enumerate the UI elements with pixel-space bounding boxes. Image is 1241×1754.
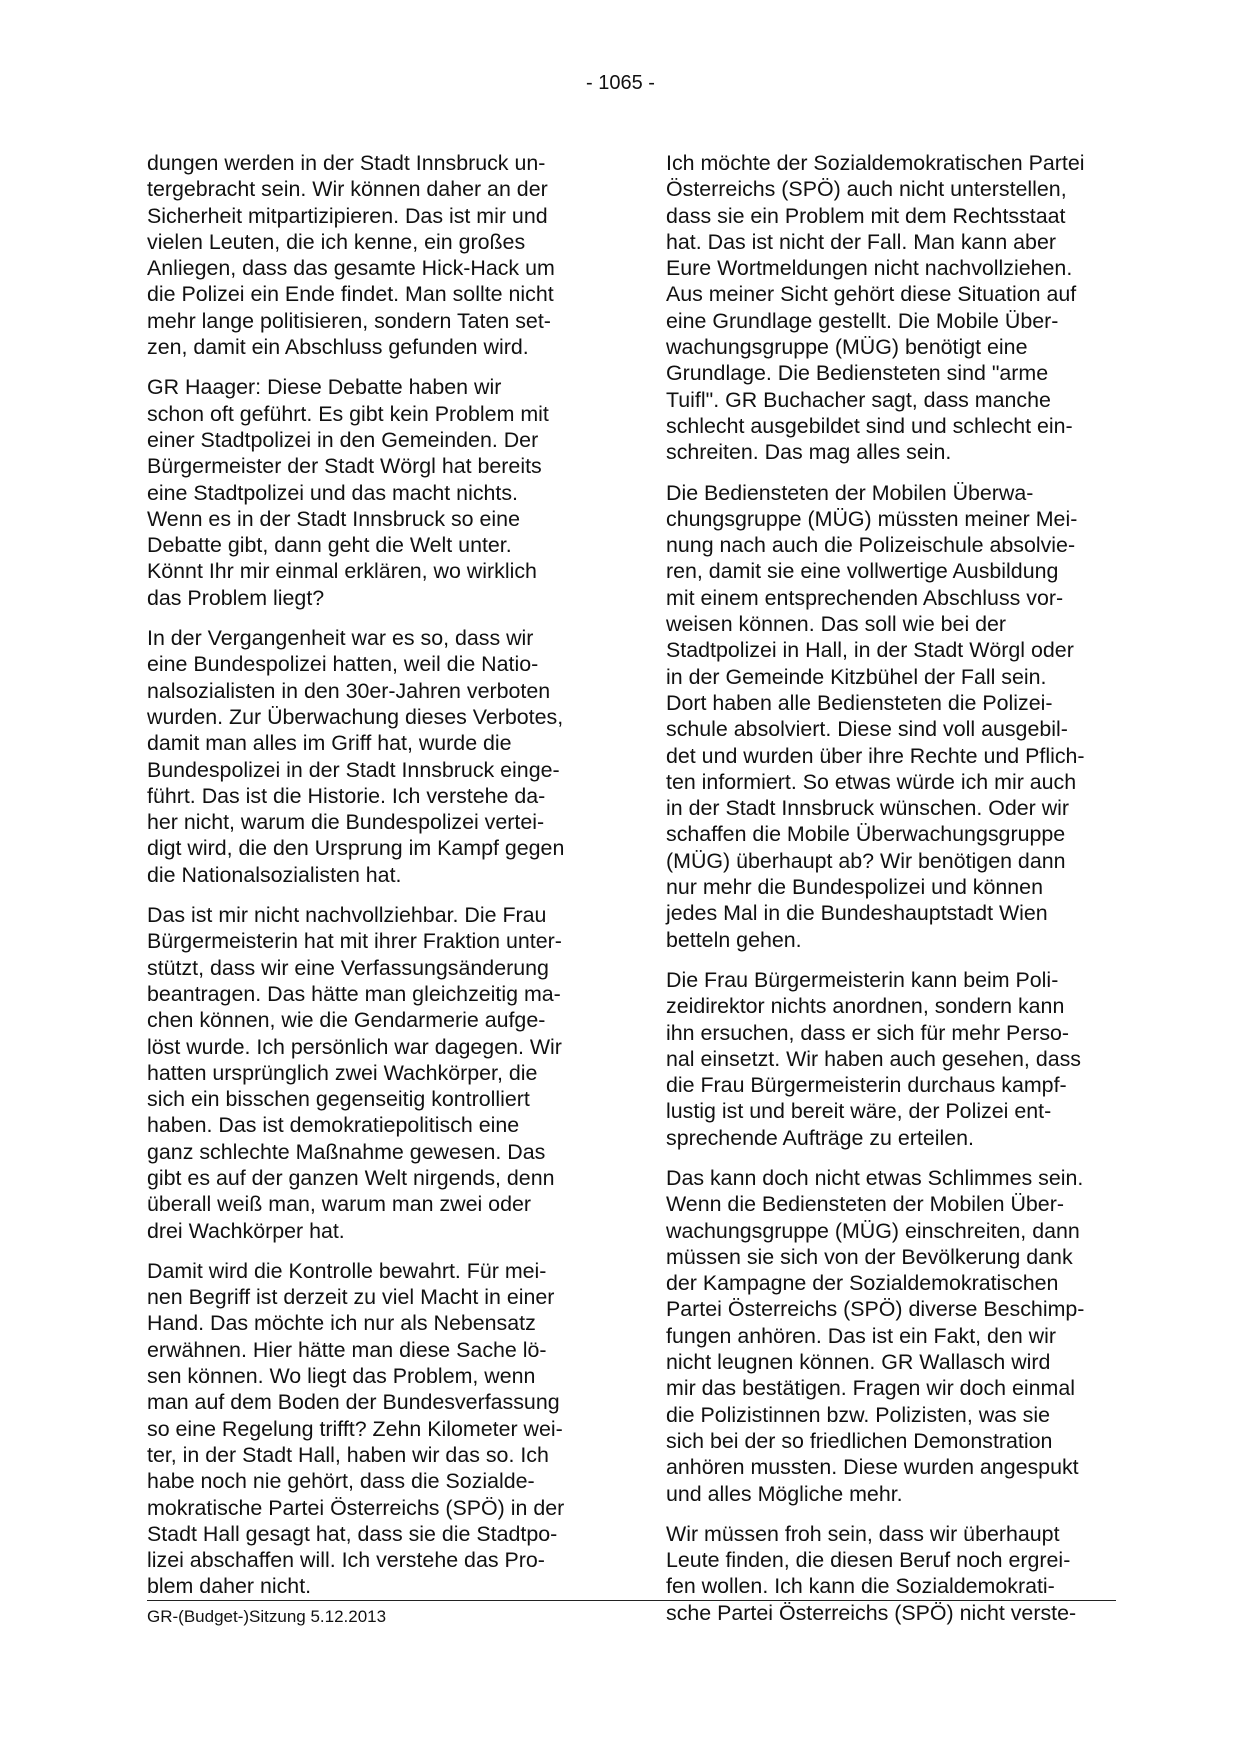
text-line: mokratische Partei Österreichs (SPÖ) in der xyxy=(147,1495,565,1520)
text-line: lizei abschaffen will. Ich verstehe das Pro- xyxy=(147,1548,545,1573)
text-line: die Polizistinnen bzw. Polizisten, was sie xyxy=(666,1402,1051,1427)
text-line: Hand. Das möchte ich nur als Nebensatz xyxy=(147,1311,536,1336)
text-line: Wenn die Bediensteten der Mobilen Über- xyxy=(666,1192,1064,1217)
text-line: überall weiß man, warum man zwei oder xyxy=(147,1192,531,1217)
paragraph xyxy=(147,150,602,360)
text-line: stützt, dass wir eine Verfassungsänderung xyxy=(147,955,549,980)
text-line: Wir müssen froh sein, dass wir überhaupt xyxy=(666,1521,1060,1546)
text-line: Bürgermeister der Stadt Wörgl hat bereits xyxy=(147,454,542,479)
text-line: man auf dem Boden der Bundesverfassung xyxy=(147,1390,560,1415)
text-line: schule absolviert. Diese sind voll ausgebil- xyxy=(666,717,1068,742)
text-line: das Problem liegt? xyxy=(147,585,325,610)
paragraph xyxy=(147,902,602,1244)
text-line: wurden. Zur Überwachung dieses Verbotes, xyxy=(147,704,564,729)
text-line: eine Grundlage gestellt. Die Mobile Über- xyxy=(666,308,1059,333)
text-line: drei Wachkörper hat. xyxy=(147,1218,345,1243)
text-line: Könnt Ihr mir einmal erklären, wo wirklich xyxy=(147,559,537,584)
text-line: blem daher nicht. xyxy=(147,1574,312,1599)
text-line: dungen werden in der Stadt Innsbruck un- xyxy=(147,151,546,175)
paragraph xyxy=(666,1521,1121,1626)
text-line: der Kampagne der Sozialdemokratischen xyxy=(666,1271,1059,1296)
text-line: ihn ersuchen, dass er sich für mehr Perso- xyxy=(666,1020,1070,1045)
text-line: Stadtpolizei in Hall, in der Stadt Wörgl oder xyxy=(666,638,1074,663)
text-line: nung nach auch die Polizeischule absolvie- xyxy=(666,533,1076,558)
text-line: Tuifl". GR Buchacher sagt, dass manche xyxy=(666,387,1051,412)
text-line: Dort haben alle Bediensteten die Polizei- xyxy=(666,690,1053,715)
text-line: wachungsgruppe (MÜG) einschreiten, dann xyxy=(666,1218,1080,1243)
text-line: mir das bestätigen. Fragen wir doch einmal xyxy=(666,1376,1075,1401)
text-line: führt. Das ist die Historie. Ich verstehe da- xyxy=(147,783,546,808)
text-line: Die Bediensteten der Mobilen Überwa- xyxy=(666,480,1034,505)
text-line: ten informiert. So etwas würde ich mir auch xyxy=(666,769,1077,794)
text-line: beantragen. Das hätte man gleichzeitig ma- xyxy=(147,981,561,1006)
text-line: ren, damit sie eine vollwertige Ausbildung xyxy=(666,559,1059,584)
text-line: schlecht ausgebildet sind und schlecht ein- xyxy=(666,413,1073,438)
text-line: betteln gehen. xyxy=(666,927,802,952)
text-line: müssen sie sich von der Bevölkerung dank xyxy=(666,1244,1073,1269)
text-line: her nicht, warum die Bundespolizei vertei- xyxy=(147,810,545,835)
text-line: Eure Wortmeldungen nicht nachvollziehen. xyxy=(666,256,1073,281)
text-line: in der Gemeinde Kitzbühel der Fall sein. xyxy=(666,664,1047,689)
text-line: wachungsgruppe (MÜG) benötigt eine xyxy=(666,335,1028,360)
page-number: - 1065 - xyxy=(586,72,655,94)
text-line: und alles Mögliche mehr. xyxy=(666,1481,903,1506)
text-line: zen, damit ein Abschluss gefunden wird. xyxy=(147,335,529,360)
text-line: sen können. Wo liegt das Problem, wenn xyxy=(147,1364,536,1389)
text-line: die Frau Bürgermeisterin durchaus kampf- xyxy=(666,1073,1067,1098)
text-line: die Nationalsozialisten hat. xyxy=(147,862,402,887)
text-line: chungsgruppe (MÜG) müssten meiner Mei- xyxy=(666,506,1078,531)
text-line: Partei Österreichs (SPÖ) diverse Beschimp- xyxy=(666,1297,1085,1322)
text-line: Österreichs (SPÖ) auch nicht unterstellen, xyxy=(666,177,1067,202)
paragraph xyxy=(147,1258,602,1600)
text-line: nal einsetzt. Wir haben auch gesehen, dass xyxy=(666,1046,1081,1071)
text-line: zeidirektor nichts anordnen, sondern kann xyxy=(666,994,1065,1019)
text-line: vielen Leuten, die ich kenne, ein großes xyxy=(147,229,526,254)
text-line: schreiten. Das mag alles sein. xyxy=(666,440,952,465)
text-line: nur mehr die Bundespolizei und können xyxy=(666,875,1043,900)
text-line: gibt es auf der ganzen Welt nirgends, denn xyxy=(147,1165,555,1190)
text-line: löst wurde. Ich persönlich war dagegen. Wir xyxy=(147,1034,562,1059)
text-line: Bürgermeisterin hat mit ihrer Fraktion unter- xyxy=(147,929,562,954)
text-line: sich ein bisschen gegenseitig kontrolliert xyxy=(147,1087,530,1112)
text-line: Sicherheit mitpartizipieren. Das ist mir und xyxy=(147,203,548,228)
text-line: dass sie ein Problem mit dem Rechtsstaat xyxy=(666,203,1066,228)
text-line: (MÜG) überhaupt ab? Wir benötigen dann xyxy=(666,848,1066,873)
text-line: schon oft geführt. Es gibt kein Problem mit xyxy=(147,401,549,426)
text-line: Anliegen, dass das gesamte Hick-Hack um xyxy=(147,256,555,281)
text-line: die Polizei ein Ende findet. Man sollte nicht xyxy=(147,282,554,307)
text-line: Wenn es in der Stadt Innsbruck so eine xyxy=(147,506,520,531)
text-line: eine Bundespolizei hatten, weil die Natio- xyxy=(147,652,539,677)
text-line: digt wird, die den Ursprung im Kampf gegen xyxy=(147,836,565,861)
text-line: anhören mussten. Diese wurden angespukt xyxy=(666,1455,1079,1480)
text-line: erwähnen. Hier hätte man diese Sache lö- xyxy=(147,1337,547,1362)
right-text-column xyxy=(666,150,1121,1640)
text-line: sprechende Aufträge zu erteilen. xyxy=(666,1125,974,1150)
footer-session-label: GR-(Budget-)Sitzung 5.12.2013 xyxy=(147,1607,387,1626)
text-line: haben. Das ist demokratiepolitisch eine xyxy=(147,1113,520,1138)
text-line: schaffen die Mobile Überwachungsgruppe xyxy=(666,822,1066,847)
paragraph xyxy=(666,967,1121,1151)
text-line: sche Partei Österreichs (SPÖ) nicht verste- xyxy=(666,1600,1077,1625)
text-line: det und wurden über ihre Rechte und Pflich- xyxy=(666,743,1085,768)
text-line: Aus meiner Sicht gehört diese Situation auf xyxy=(666,282,1077,307)
text-line: habe noch nie gehört, dass die Sozialde- xyxy=(147,1469,535,1494)
text-line: hatten ursprünglich zwei Wachkörper, die xyxy=(147,1060,538,1085)
text-line: Das kann doch nicht etwas Schlimmes sein. xyxy=(666,1165,1084,1190)
text-line: in der Stadt Innsbruck wünschen. Oder wir xyxy=(666,796,1070,821)
text-line: eine Stadtpolizei und das macht nichts. xyxy=(147,480,518,505)
text-line: Leute finden, die diesen Beruf noch ergrei- xyxy=(666,1548,1071,1573)
text-line: Das ist mir nicht nachvollziehbar. Die Frau xyxy=(147,903,547,928)
text-line: mehr lange politisieren, sondern Taten set- xyxy=(147,308,551,333)
text-line: nen Begriff ist derzeit zu viel Macht in einer xyxy=(147,1285,555,1310)
text-line: damit man alles im Griff hat, wurde die xyxy=(147,731,512,756)
text-line: Bundespolizei in der Stadt Innsbruck einge- xyxy=(147,757,560,782)
text-line: mit einem entsprechenden Abschluss vor- xyxy=(666,585,1064,610)
paragraph xyxy=(666,480,1121,953)
text-line: chen können, wie die Gendarmerie aufge- xyxy=(147,1008,546,1033)
text-line: fen wollen. Ich kann die Sozialdemokrati- xyxy=(666,1574,1055,1599)
left-text-column xyxy=(147,150,602,1614)
text-line: nicht leugnen können. GR Wallasch wird xyxy=(666,1350,1051,1375)
text-line: nalsozialisten in den 30er-Jahren verboten xyxy=(147,678,551,703)
paragraph xyxy=(147,625,602,888)
text-line: ter, in der Stadt Hall, haben wir das so. Ich xyxy=(147,1442,549,1467)
text-line: Stadt Hall gesagt hat, dass sie die Stadtpo- xyxy=(147,1521,558,1546)
footer-divider xyxy=(147,1600,1116,1601)
text-line: fungen anhören. Das ist ein Fakt, den wir xyxy=(666,1323,1057,1348)
text-line: sich bei der so friedlichen Demonstration xyxy=(666,1428,1053,1453)
text-line: lustig ist und bereit wäre, der Polizei ent- xyxy=(666,1099,1052,1124)
text-line: tergebracht sein. Wir können daher an der xyxy=(147,177,548,202)
text-line: ganz schlechte Maßnahme gewesen. Das xyxy=(147,1139,546,1164)
text-line: Die Frau Bürgermeisterin kann beim Poli- xyxy=(666,967,1059,992)
paragraph xyxy=(666,1165,1121,1507)
text-line: jedes Mal in die Bundeshauptstadt Wien xyxy=(666,901,1048,926)
text-line: Damit wird die Kontrolle bewahrt. Für mei- xyxy=(147,1258,547,1283)
text-line: so eine Regelung trifft? Zehn Kilometer wei- xyxy=(147,1416,563,1441)
text-line: In der Vergangenheit war es so, dass wir xyxy=(147,626,534,651)
paragraph xyxy=(666,150,1121,466)
text-line: einer Stadtpolizei in den Gemeinden. Der xyxy=(147,427,539,452)
text-line: GR Haager: Diese Debatte haben wir xyxy=(147,375,502,400)
paragraph xyxy=(147,374,602,611)
text-line: hat. Das ist nicht der Fall. Man kann aber xyxy=(666,229,1056,254)
text-line: weisen können. Das soll wie bei der xyxy=(666,612,1007,637)
text-line: Debatte gibt, dann geht die Welt unter. xyxy=(147,533,512,558)
text-line: Ich möchte der Sozialdemokratischen Partei xyxy=(666,151,1085,175)
text-line: Grundlage. Die Bediensteten sind "arme xyxy=(666,361,1049,386)
